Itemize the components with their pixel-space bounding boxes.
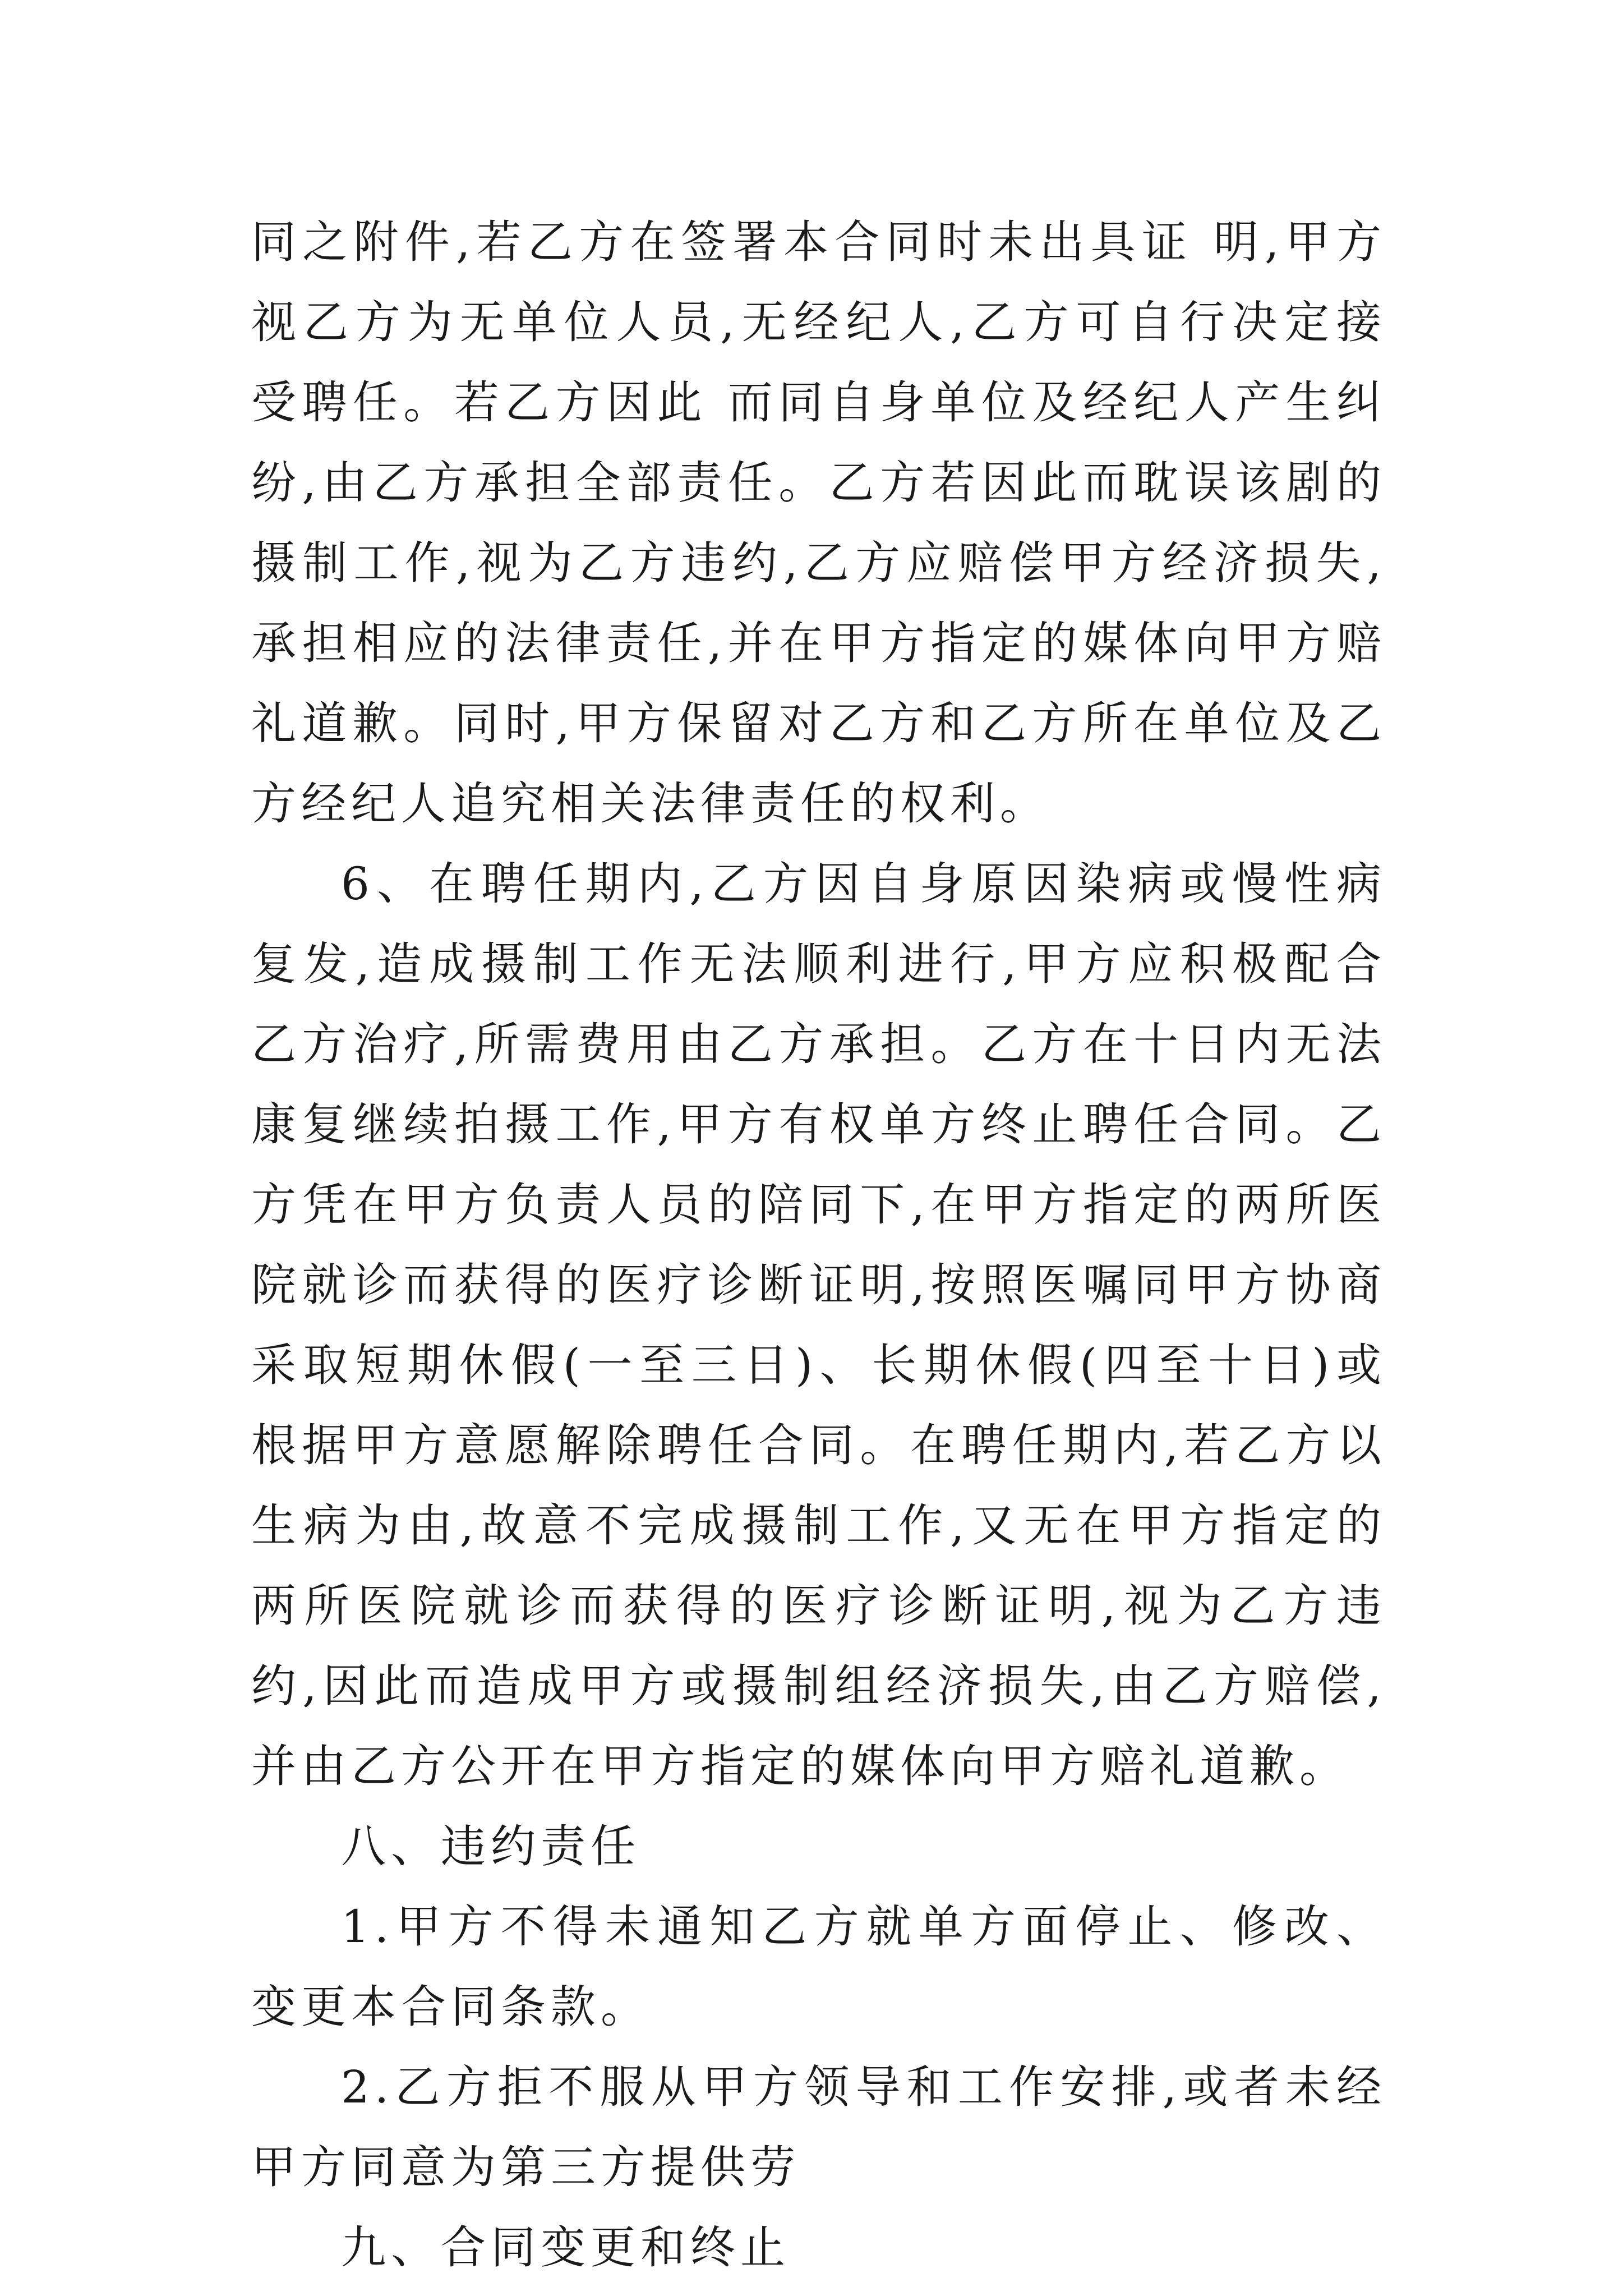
- document-body: [251, 202, 1386, 2288]
- paragraph-illness-clause: 6、在聘任期内,乙方因自身原因染病或慢性病复发,造成摄制工作无法顺利进行,甲方应积极配合乙方治疗,所需费用由乙方承担。乙方在十日内无法康复继续拍摄工作,甲方有权单方终止聘任合同。乙方凭在甲方负责人员的陪同下,在甲方指定的两所医院就诊而获得的医疗诊断证明,按照医嘱同甲方协商采取短期休假(一至三日)、长期休假(四至十日)或根据甲方意愿解除聘任合同。在聘任期内,若乙方以生病为由,故意不完成摄制工作,又无在甲方指定的两所医院就诊而获得的医疗诊断证明,视为乙方违约,因此而造成甲方或摄制组经济损失,由乙方赔偿,并由乙方公开在甲方指定的媒体向甲方赔礼道歉。: [251, 858, 1386, 1792]
- paragraph-breach-item-1: 1.甲方不得未通知乙方就单方面停止、修改、变更本合同条款。: [251, 1901, 1386, 2033]
- section-heading-contract-change: 九、合同变更和终止: [341, 2221, 790, 2274]
- paragraph-breach-item-2: 2.乙方拒不服从甲方领导和工作安排,或者未经甲方同意为第三方提供劳: [251, 2061, 1386, 2193]
- paragraph-attachment-clause: 同之附件,若乙方在签署本合同时未出具证 明,甲方视乙方为无单位人员,无经纪人,乙方可自行决定接受聘任。若乙方因此 而同自身单位及经纪人产生纠纷,由乙方承担全部责任。乙方若因此而耽误该剧的摄制工作,视为乙方违约,乙方应赔偿甲方经济损失,承担相应的法律责任,并在甲方指定的媒体向甲方赔礼道歉。同时,甲方保留对乙方和乙方所在单位及乙方经纪人追究相关法律责任的权利。: [251, 216, 1386, 830]
- section-heading-breach-liability: 八、违约责任: [341, 1820, 640, 1872]
